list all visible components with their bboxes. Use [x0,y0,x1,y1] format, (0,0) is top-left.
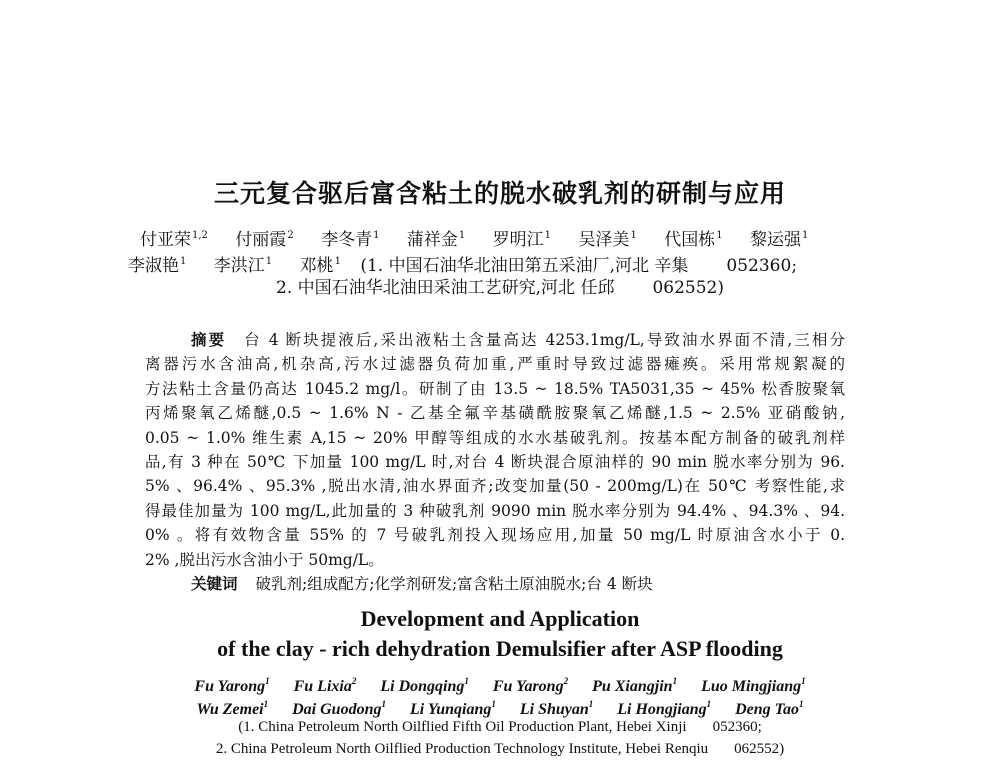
author-cn [300,250,341,278]
author-name: Wu Zemei [196,701,264,718]
author-name: Dai Guodong [292,701,382,718]
author-name: Li Yunqiang [409,701,492,718]
abstract-line: 品,有 3 种在 50℃ 下加量 100 mg/L 时,对台 4 断块混合原油样的 90 min 脱水率分别为 96. [145,452,845,471]
postal-code: 062552) [652,278,724,298]
affiliation-text: 2. 中国石油华北油田采油工艺研究,河北 任邱 [276,278,615,298]
paper-title-en-line-1: Development and Application [360,606,640,631]
postal-code: 052360; [712,719,762,735]
author-affil-marker: 1 [544,230,552,241]
author-affil-marker: 1 [802,230,809,241]
author-name: 代国栋 [664,230,716,250]
affiliation-en-2 [0,738,1000,760]
abstract-line: 0% 。将有效物含量 55% 的 7 号破乳剂投入现场应用,加量 50 mg/L 时原油含水小于 0. [145,526,845,545]
abstract-line [145,328,845,352]
author-affil-marker: 1 [373,230,380,241]
affiliation-cn-2 [0,276,1000,300]
author-affil-marker: 1 [630,230,637,241]
author-name: 李淑艳 [128,256,179,276]
keywords-text: 破乳剂;组成配方;化学剂研发;富含粘土原油脱水;台 4 断块 [255,574,653,593]
authors-cn-line-2 [128,250,797,278]
author-name: Luo Mingjiang [701,678,802,695]
author-affil-marker: 1 [265,676,270,686]
author-affil-marker: 1 [458,230,466,241]
author-affil-marker: 1 [801,676,806,686]
author-cn [140,224,208,252]
author-affil-marker: 1 [798,699,804,709]
abstract-cn [145,328,845,596]
abstract-line: 离器污水含油高,机杂高,污水过滤器负荷加重,严重时导致过滤器瘫痪。采用常规絮凝的 [145,355,845,374]
postal-code: 062552) [734,741,785,757]
author-name: 罗明江 [492,230,544,250]
author-cn [750,224,808,252]
author-name: 李洪江 [213,256,265,276]
abstract-line: 2% ,脱出污水含油小于 50mg/L。 [145,550,384,569]
author-name: 李冬青 [321,230,373,250]
author-cn [664,224,722,252]
postal-code: 052360; [726,256,798,276]
author-name: Deng Tao [735,701,799,718]
author-cn [407,224,465,252]
paper-title-cn: 三元复合驱后富含粘土的脱水破乳剂的研制与应用 [213,179,786,208]
abstract-label: 摘要 [191,331,227,349]
author-cn [214,250,272,278]
author-name: 黎运强 [750,230,801,250]
author-affil-marker: 1 [491,699,496,709]
author-affil-marker: 1 [706,699,712,709]
author-affil-marker: 1 [265,256,273,267]
author-affil-marker: 1 [716,230,723,241]
author-affil-marker: 1 [381,699,386,709]
author-name: 付亚荣 [140,230,191,250]
author-name: 吴泽美 [578,230,630,250]
affiliation-text: (1. 中国石油华北油田第五采油厂,河北 辛集 [360,256,689,276]
author-name: 蒲祥金 [406,230,458,250]
author-affil-marker: 1 [464,676,469,686]
author-name: Pu Xiangjin [592,678,673,695]
author-affil-marker: 1 [588,699,594,709]
affiliation-cn-1 [360,254,797,278]
author-name: 邓桃 [299,256,334,276]
abstract-text: 台 4 断块提液后,采出液粘土含量高达 4253.1mg/L,导致油水界面不清,三相分 [244,331,845,349]
author-affil-marker: 1 [180,256,187,267]
affiliation-text: 2. China Petroleum North Oilflied Production Technology Institute, Hebei Renqiu [215,741,709,757]
author-affil-marker: 1 [672,676,678,686]
author-name: 付丽霞 [235,230,287,250]
author-affil-marker: 1 [334,256,341,267]
authors-cn-line-1 [140,224,830,252]
affiliation-en-1 [0,716,1000,738]
author-affil-marker: 1 [263,699,269,709]
author-cn [128,250,186,278]
author-cn [578,224,636,252]
abstract-line: 5% 、96.4% 、95.3% ,脱出水清,油水界面齐;改变加量(50 - 200mg/L)在 50℃ 考察性能,求 [145,477,845,496]
paper-title-en-line-2: of the clay - rich dehydration Demulsifier after ASP flooding [217,636,783,661]
author-name: Fu Yarong [194,678,266,695]
author-name: Li Hongjiang [617,701,707,718]
keywords-cn [145,572,845,596]
author-name: Li Dongqing [380,678,465,695]
author-affil-marker: 2 [287,230,294,241]
author-cn [235,224,293,252]
author-name: Li Shuyan [519,701,589,718]
author-cn [493,224,551,252]
author-cn [321,224,379,252]
affiliation-text: (1. China Petroleum North Oilflied Fifth Oil Production Plant, Hebei Xinji [238,719,687,735]
keywords-label: 关键词 [191,574,238,593]
abstract-line: 0.05 ~ 1.0% 维生素 A,15 ~ 20% 甲醇等组成的水水基破乳剂。按基本配方制备的破乳剂样 [145,428,845,447]
author-affil-marker: 1,2 [192,230,208,241]
author-name: Fu Lixia [293,678,352,695]
author-name: Fu Yarong [492,678,564,695]
author-affil-marker: 2 [563,676,569,686]
abstract-line: 丙烯聚氧乙烯醚,0.5 ~ 1.6% N - 乙基全氟辛基磺酰胺聚氧乙烯醚,1.5 ~ 2.5% 亚硝酸钠, [145,404,845,423]
abstract-line: 得最佳加量为 100 mg/L,此加量的 3 种破乳剂 9090 min 脱水率分别为 94.4% 、94.3% 、94. [145,501,845,520]
author-affil-marker: 2 [351,676,357,686]
abstract-line: 方法粘土含量仍高达 1045.2 mg/l。研制了由 13.5 ~ 18.5% TA5031,35 ~ 45% 松香胺聚氧 [145,379,845,398]
